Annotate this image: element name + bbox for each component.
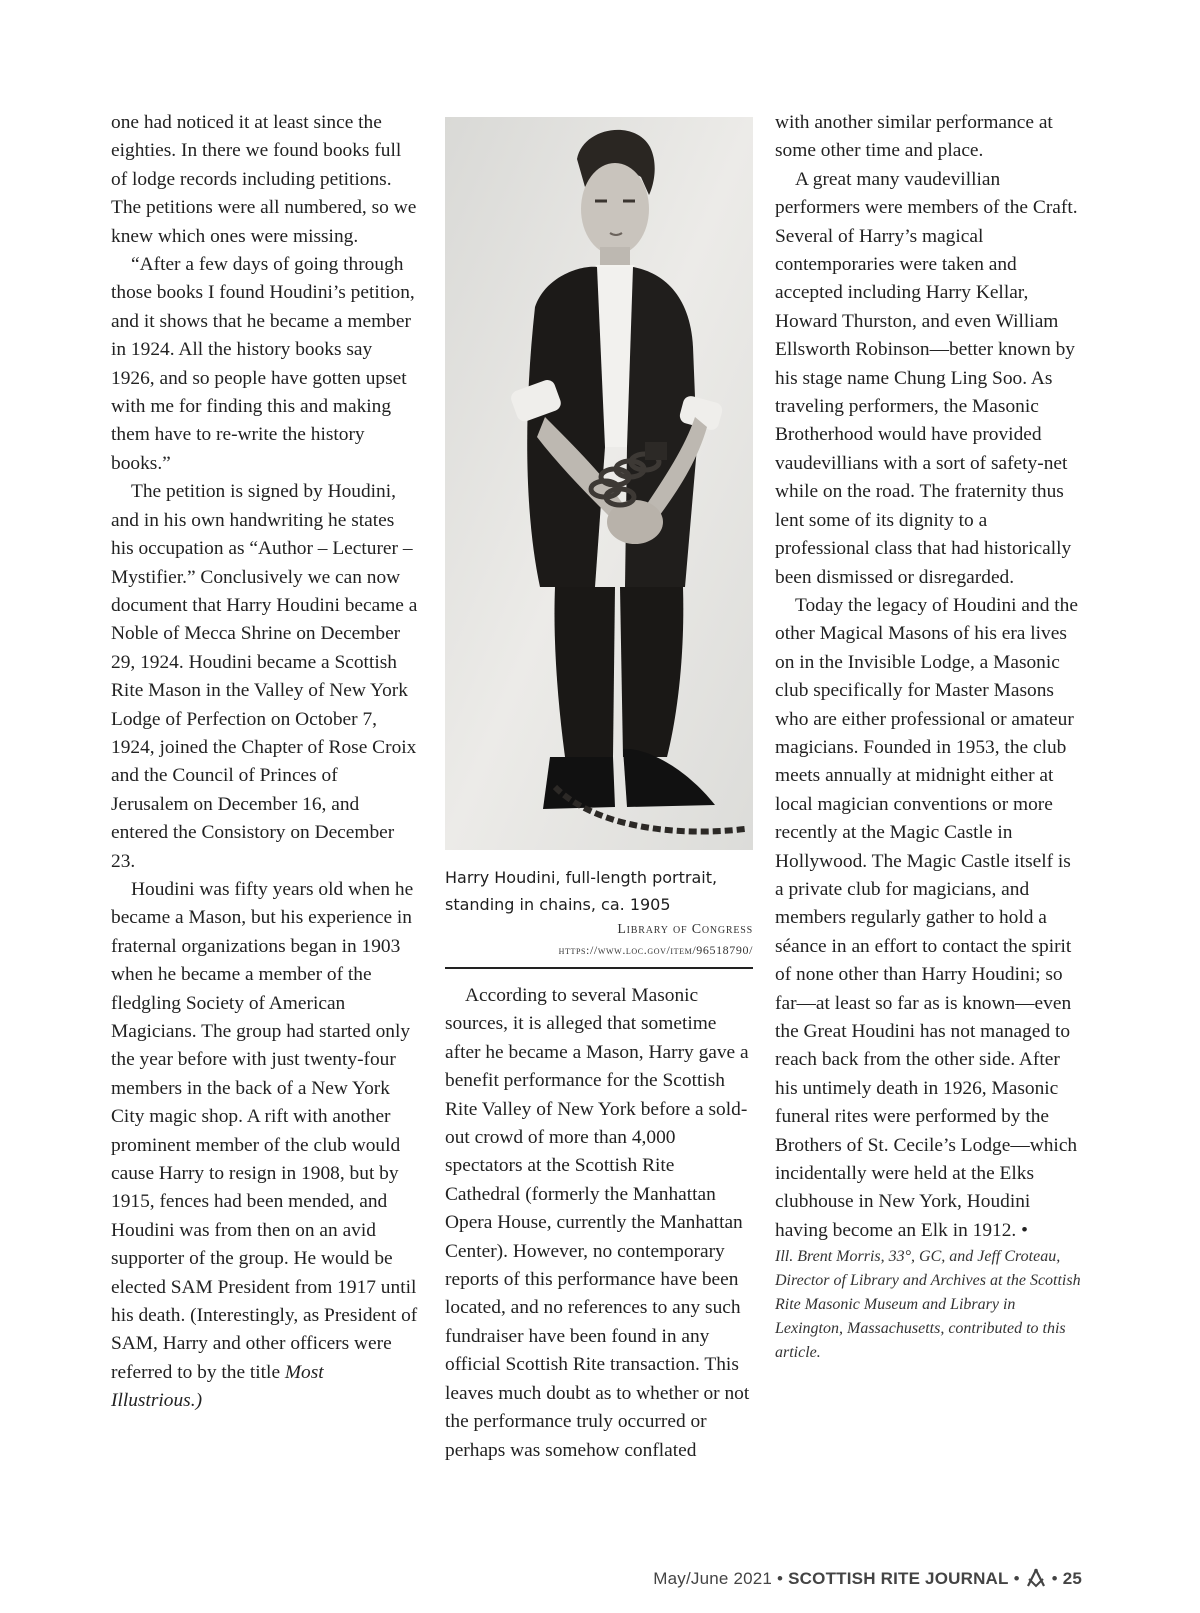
italic-title: Most Illustrious.): [111, 1361, 324, 1412]
photo-credit: [445, 920, 753, 960]
middle-column: [445, 982, 753, 1465]
paragraph: “After a few days of going through those books I found Houdini’s petition, and it shows that he became a member in 1924. All the history books say 1926, and so people have gotten upset with me for finding this and making them have to re-write the history books.”: [111, 254, 415, 474]
separator: •: [777, 1569, 784, 1588]
paragraph: According to several Masonic sources, it is alleged that sometime after he became a Mason, Harry gave a benefit performance for the Scottish Rite Valley of New York before a sold-out crowd of more than 4,000 spectators at the Scottish Rite Cathedral (formerly the Manhattan Opera House, currently the Manhattan Center). However, no contemporary reports of this performance have been located, and no references to any such fundraiser have been found in any official Scottish Rite transaction. This leaves much doubt as to whether or not the performance truly occurred or perhaps was somehow conflated: [445, 985, 750, 1461]
left-column: [111, 109, 419, 1416]
credit-url: https://www.loc.gov/item/96518790/: [558, 943, 753, 957]
paragraph: [111, 876, 419, 1416]
square-and-compass-icon: [1025, 1568, 1047, 1588]
page-footer: [653, 1568, 1082, 1589]
portrait-illustration: [445, 117, 753, 850]
contributors-note: Ill. Brent Morris, 33°, GC, and Jeff Croteau, Director of Library and Archives at the Scottish Rite Masonic Museum and Library in Lexington, Massachusetts, contributed to this article.: [775, 1248, 1081, 1362]
photo-caption: Harry Houdini, full-length portrait, standing in chains, ca. 1905: [445, 868, 718, 914]
paragraph: with another similar performance at some other time and place.: [775, 112, 1053, 162]
paragraph: Today the legacy of Houdini and the other Magical Masons of his era lives on in the Invisible Lodge, a Masonic club specifically for Master Masons who are either professional or amateur magicians. Founded in 1953, the club meets annually at midnight either at local magician conventions or more recently at the Magic Castle in Hollywood. The Magic Castle itself is a private club for magicians, and members regularly gather to hold a séance in an effort to contact the spirit of none other than Harry Houdini; so far—at least so far as is known—even the Great Houdini has not managed to reach back from the other side. After his untimely death in 1926, Masonic funeral rites were performed by the Brothers of St. Cecile’s Lodge—which incidentally were held at the Elks clubhouse in New York, Houdini having become an Elk in 1912. •: [775, 594, 1078, 1241]
credit-source: Library of Congress: [617, 922, 753, 937]
houdini-portrait-photo: [445, 117, 753, 850]
separator: •: [1051, 1569, 1058, 1588]
paragraph-text: Houdini was fifty years old when he became a Mason, but his experience in fraternal organizations began in 1903 when he became a member of the fledgling Society of American Magicians. The group had started only the year before with just twenty-four members in the back of a New York City magic shop. A rift with another prominent member of the club would cause Harry to resign in 1908, but by 1915, fences had been mended, and Houdini was from then on an avid supporter of the group. He would be elected SAM President from 1917 until his death. (Interestingly, as President of SAM, Harry and other officers were referred to by the title: [111, 878, 418, 1383]
paragraph: A great many vaudevillian performers were members of the Craft. Several of Harry’s magical contemporaries were taken and accepted including Harry Kellar, Howard Thurston, and even William Ellsworth Robinson—better known by his stage name Chung Ling Soo. As traveling performers, the Masonic Brotherhood would have provided vaudevillians with a sort of safety-net while on the road. The fraternity thus lent some of its dignity to a professional class that had historically been dismissed or disregarded.: [775, 168, 1078, 588]
caption-divider: [445, 967, 753, 969]
issue-date: May/June 2021: [653, 1569, 773, 1588]
paragraph: one had noticed it at least since the eighties. In there we found books full of lodge records including petitions. The petitions were all numbered, so we knew which ones were missing.: [111, 112, 417, 247]
page-number: 25: [1062, 1569, 1082, 1588]
paragraph: The petition is signed by Houdini, and in his own handwriting he states his occupation as “Author – Lecturer – Mystifier.” Conclusively we can now document that Harry Houdini became a Noble of Mecca Shrine on December 29, 1924. Houdini became a Scottish Rite Mason in the Valley of New York Lodge of Perfection on October 7, 1924, joined the Chapter of Rose Croix and the Council of Princes of Jerusalem on December 16, and entered the Consistory on December 23.: [111, 481, 418, 872]
journal-title: SCOTTISH RITE JOURNAL: [788, 1569, 1009, 1588]
separator: •: [1013, 1569, 1020, 1588]
right-column: [775, 109, 1083, 1365]
